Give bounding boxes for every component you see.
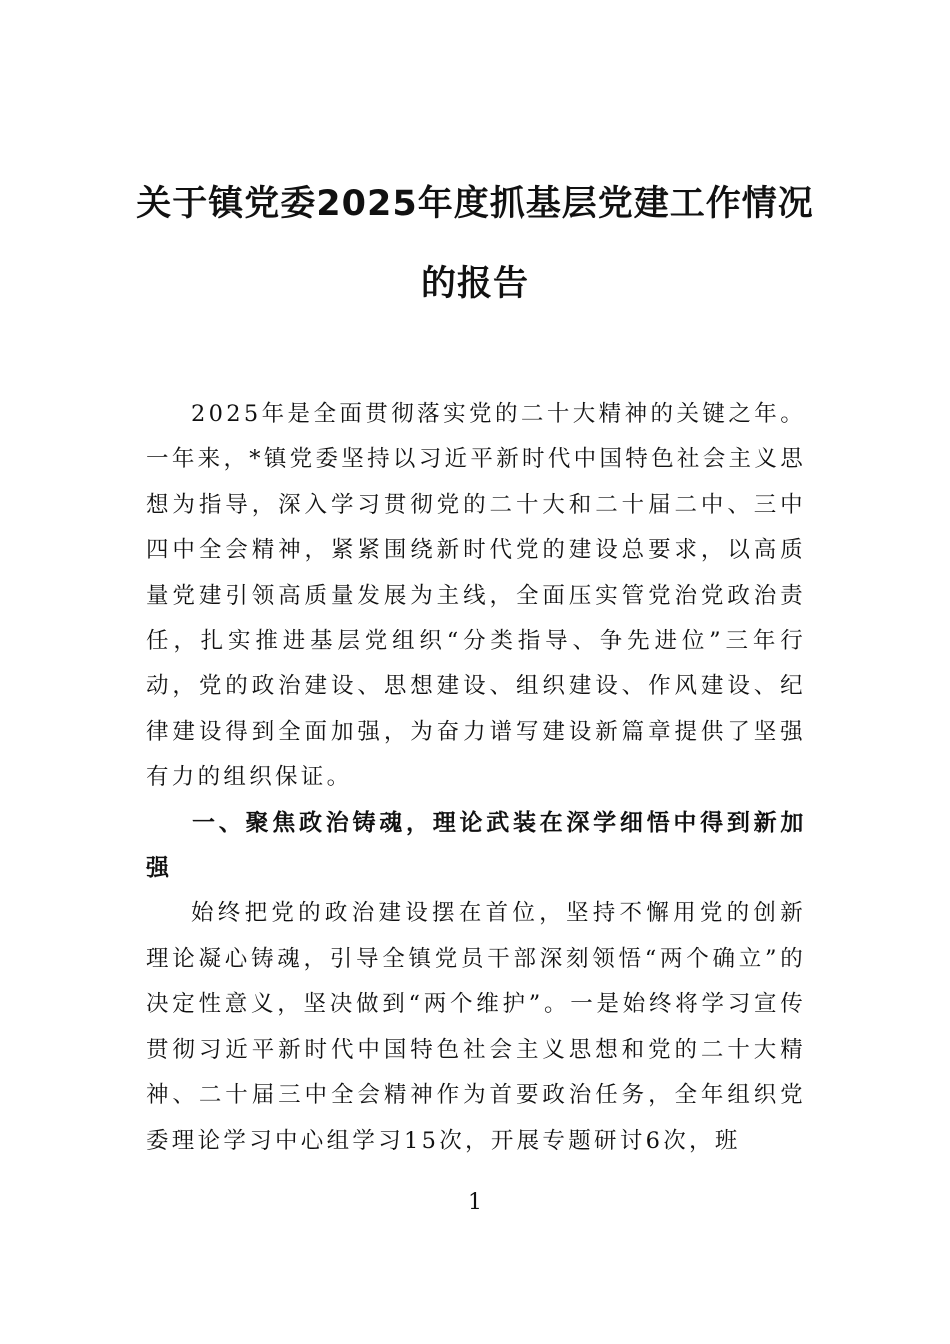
title-line-1: 关于镇党委2025年度抓基层党建工作情况 (136, 184, 814, 224)
section-1-paragraph: 始终把党的政治建设摆在首位，坚持不懈用党的创新理论凝心铸魂，引导全镇党员干部深刻领悟“两个确立”的决定性意义，坚决做到“两个维护”。一是始终将学习宣传贯彻习近平新时代中国特色社会主义思想和党的二十大精神、二十届三中全会精神作为首要政治任务，全年组织党委理论学习中心组学习15次，开展专题研讨6次，班 (146, 900, 806, 1154)
document-title (120, 164, 830, 324)
section-1-heading: 一、聚焦政治铸魂，理论武装在深学细悟中得到新加强 (146, 809, 806, 882)
intro-paragraph: 2025年是全面贯彻落实党的二十大精神的关键之年。一年来，*镇党委坚持以习近平新时代中国特色社会主义思想为指导，深入学习贯彻党的二十大和二十届二中、三中四中全会精神，紧紧围绕新时代党的建设总要求，以高质量党建引领高质量发展为主线，全面压实管党治党政治责任，扎实推进基层党组织“分类指导、争先进位”三年行动，党的政治建设、思想建设、组织建设、作风建设、纪律建设得到全面加强，为奋力谱写建设新篇章提供了坚强有力的组织保证。 (146, 401, 806, 791)
page-number: 1 (468, 1190, 482, 1215)
document-body (146, 392, 806, 1164)
title-line-2: 的报告 (420, 264, 529, 304)
